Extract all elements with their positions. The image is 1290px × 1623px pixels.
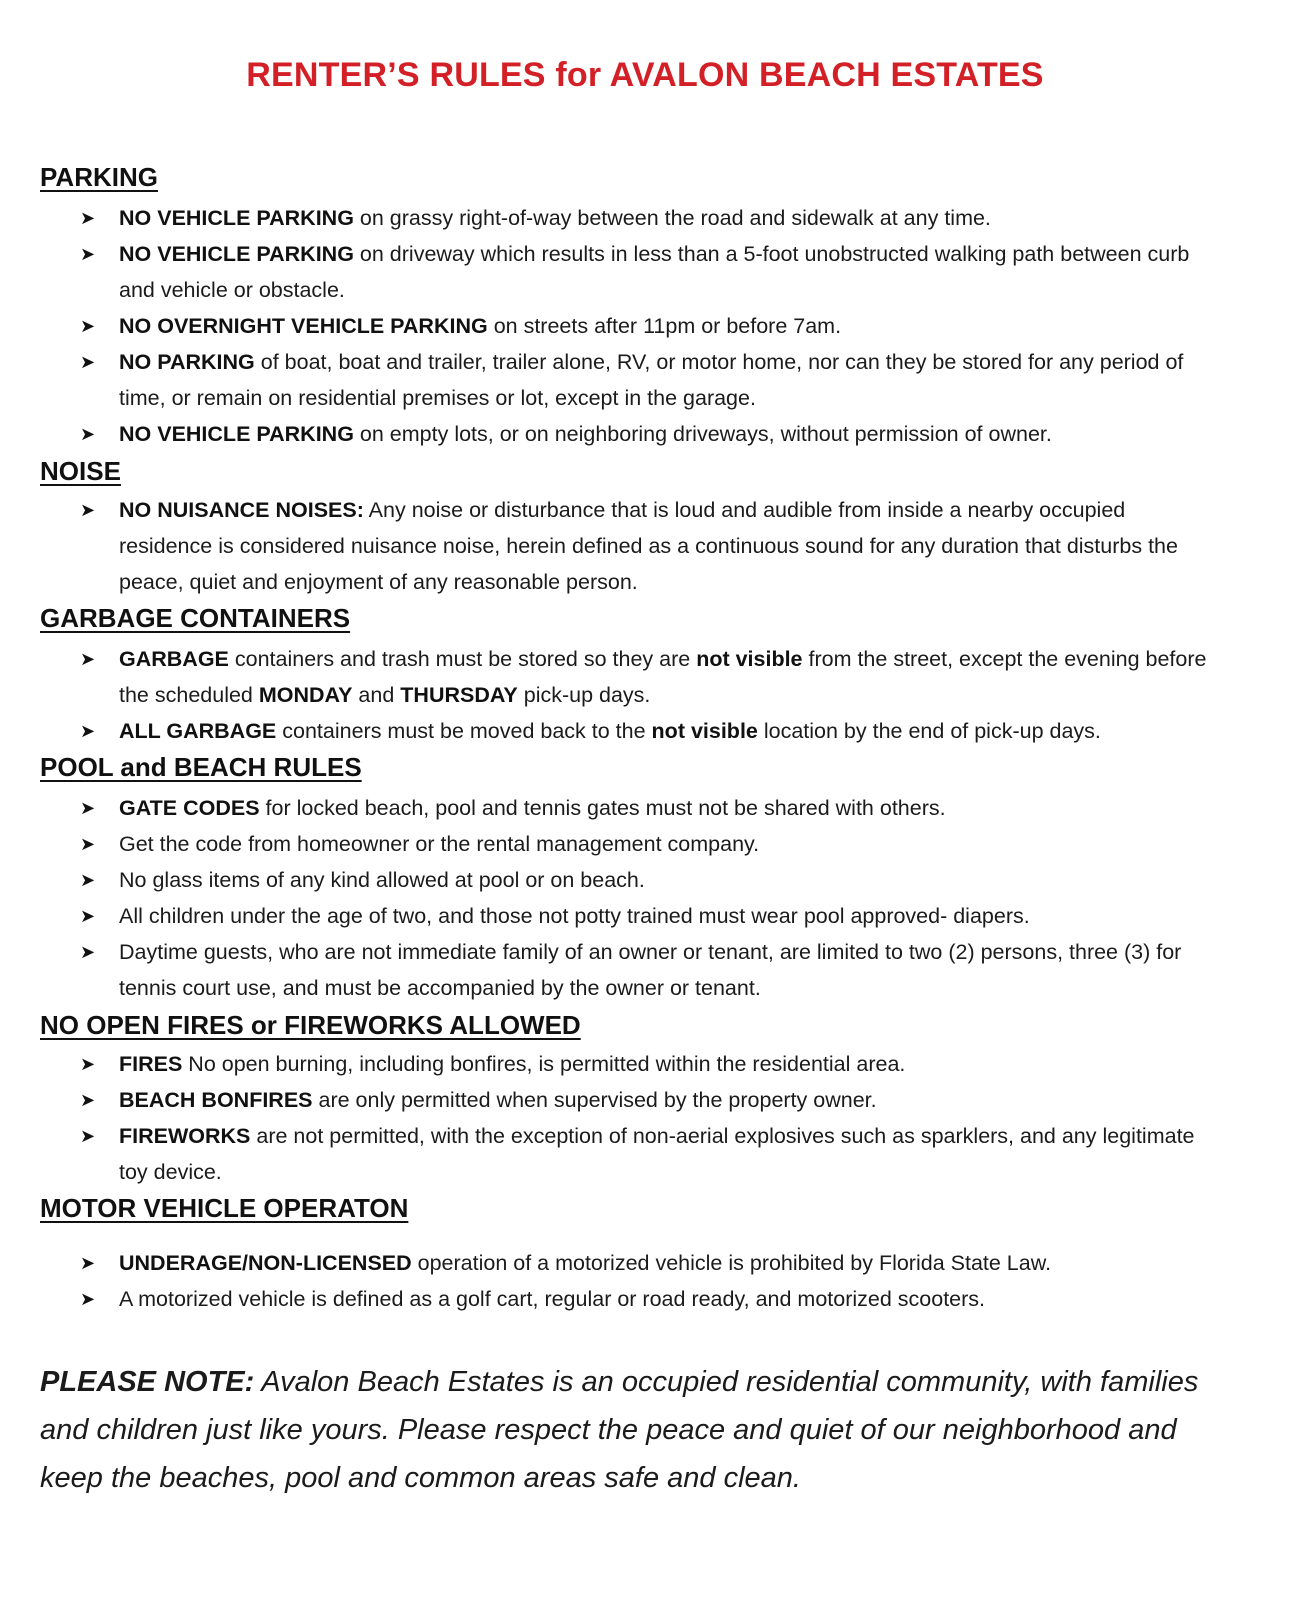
- document-title: RENTER’S RULES for AVALON BEACH ESTATES: [246, 56, 1044, 94]
- please-note-label: PLEASE NOTE:: [40, 1366, 255, 1398]
- list-item: ➤ NO VEHICLE PARKING on grassy right-of-way between the road and sidewalk at any time.: [0, 200, 1290, 236]
- list-item: ➤ A motorized vehicle is defined as a golf cart, regular or road ready, and motorized scooters.: [0, 1281, 1290, 1317]
- garbage-rules-list: [0, 641, 1290, 749]
- arrowhead-bullet-icon: ➤: [80, 208, 96, 228]
- list-item: ➤ All children under the age of two, and those not potty trained must wear pool approved- diapers.: [0, 898, 1290, 934]
- arrowhead-bullet-icon: ➤: [80, 1054, 96, 1074]
- list-item: ➤ GARBAGE containers and trash must be stored so they are not visible from the street, except the evening before the scheduled MONDAY and THURSDAY pick-up days.: [0, 641, 1290, 713]
- heading-noise: NOISE: [40, 456, 121, 486]
- list-item: ➤ FIREWORKS are not permitted, with the exception of non-aerial explosives such as sparklers, and any legitimate toy device.: [0, 1118, 1290, 1190]
- arrowhead-bullet-icon: ➤: [80, 1126, 96, 1146]
- list-item: ➤ GATE CODES for locked beach, pool and tennis gates must not be shared with others.: [0, 790, 1290, 826]
- arrowhead-bullet-icon: ➤: [80, 424, 96, 444]
- heading-garbage-containers: GARBAGE CONTAINERS: [40, 603, 351, 633]
- list-item: ➤ NO VEHICLE PARKING on driveway which results in less than a 5-foot unobstructed walking path between curb and vehicle or obstacle.: [0, 236, 1290, 308]
- arrowhead-bullet-icon: ➤: [80, 500, 96, 520]
- heading-no-open-fires: NO OPEN FIRES or FIREWORKS ALLOWED: [40, 1010, 581, 1040]
- pool-rules-list: [0, 790, 1290, 1006]
- list-item: ➤ ALL GARBAGE containers must be moved back to the not visible location by the end of pick-up days.: [0, 713, 1290, 749]
- list-item: ➤ NO VEHICLE PARKING on empty lots, or on neighboring driveways, without permission of owner.: [0, 416, 1290, 452]
- heading-motor-vehicle-operation: MOTOR VEHICLE OPERATON: [40, 1193, 409, 1223]
- arrowhead-bullet-icon: ➤: [80, 1253, 96, 1273]
- list-item: ➤ NO PARKING of boat, boat and trailer, trailer alone, RV, or motor home, nor can they be stored for any period of time, or remain on residential premises or lot, except in the garage.: [0, 344, 1290, 416]
- parking-rules-list: [0, 200, 1290, 452]
- list-item: ➤ FIRES No open burning, including bonfires, is permitted within the residential area.: [0, 1046, 1290, 1082]
- list-item: ➤ Daytime guests, who are not immediate family of an owner or tenant, are limited to two (2) persons, three (3) for tennis court use, and must be accompanied by the owner or tenant.: [0, 934, 1290, 1006]
- list-item: ➤ No glass items of any kind allowed at pool or on beach.: [0, 862, 1290, 898]
- list-item: ➤ NO OVERNIGHT VEHICLE PARKING on streets after 11pm or before 7am.: [0, 308, 1290, 344]
- fires-rules-list: [0, 1046, 1290, 1190]
- arrowhead-bullet-icon: ➤: [80, 906, 96, 926]
- arrowhead-bullet-icon: ➤: [80, 798, 96, 818]
- arrowhead-bullet-icon: ➤: [80, 870, 96, 890]
- list-item: ➤ BEACH BONFIRES are only permitted when supervised by the property owner.: [0, 1082, 1290, 1118]
- arrowhead-bullet-icon: ➤: [80, 316, 96, 336]
- arrowhead-bullet-icon: ➤: [80, 1090, 96, 1110]
- arrowhead-bullet-icon: ➤: [80, 1289, 96, 1309]
- motor-rules-list: [0, 1245, 1290, 1317]
- arrowhead-bullet-icon: ➤: [80, 244, 96, 264]
- please-note-text: Avalon Beach Estates is an occupied residential community, with families and children just like yours. Please respect the peace and quiet of our neighborhood and keep the beaches, pool and common areas safe and clean.: [40, 1366, 1199, 1494]
- arrowhead-bullet-icon: ➤: [80, 649, 96, 669]
- please-note-paragraph: [40, 1358, 1210, 1502]
- arrowhead-bullet-icon: ➤: [80, 942, 96, 962]
- list-item: ➤ Get the code from homeowner or the rental management company.: [0, 826, 1290, 862]
- arrowhead-bullet-icon: ➤: [80, 352, 96, 372]
- list-item: ➤ UNDERAGE/NON-LICENSED operation of a motorized vehicle is prohibited by Florida State Law.: [0, 1245, 1290, 1281]
- noise-rules-list: [0, 492, 1290, 600]
- arrowhead-bullet-icon: ➤: [80, 834, 96, 854]
- heading-pool-and-beach-rules: POOL and BEACH RULES: [40, 752, 362, 782]
- arrowhead-bullet-icon: ➤: [80, 721, 96, 741]
- heading-parking: PARKING: [40, 162, 158, 192]
- list-item: ➤ NO NUISANCE NOISES: Any noise or disturbance that is loud and audible from inside a nearby occupied residence is considered nuisance noise, herein defined as a continuous sound for any duration that disturbs the peace, quiet and enjoyment of any reasonable person.: [0, 492, 1290, 600]
